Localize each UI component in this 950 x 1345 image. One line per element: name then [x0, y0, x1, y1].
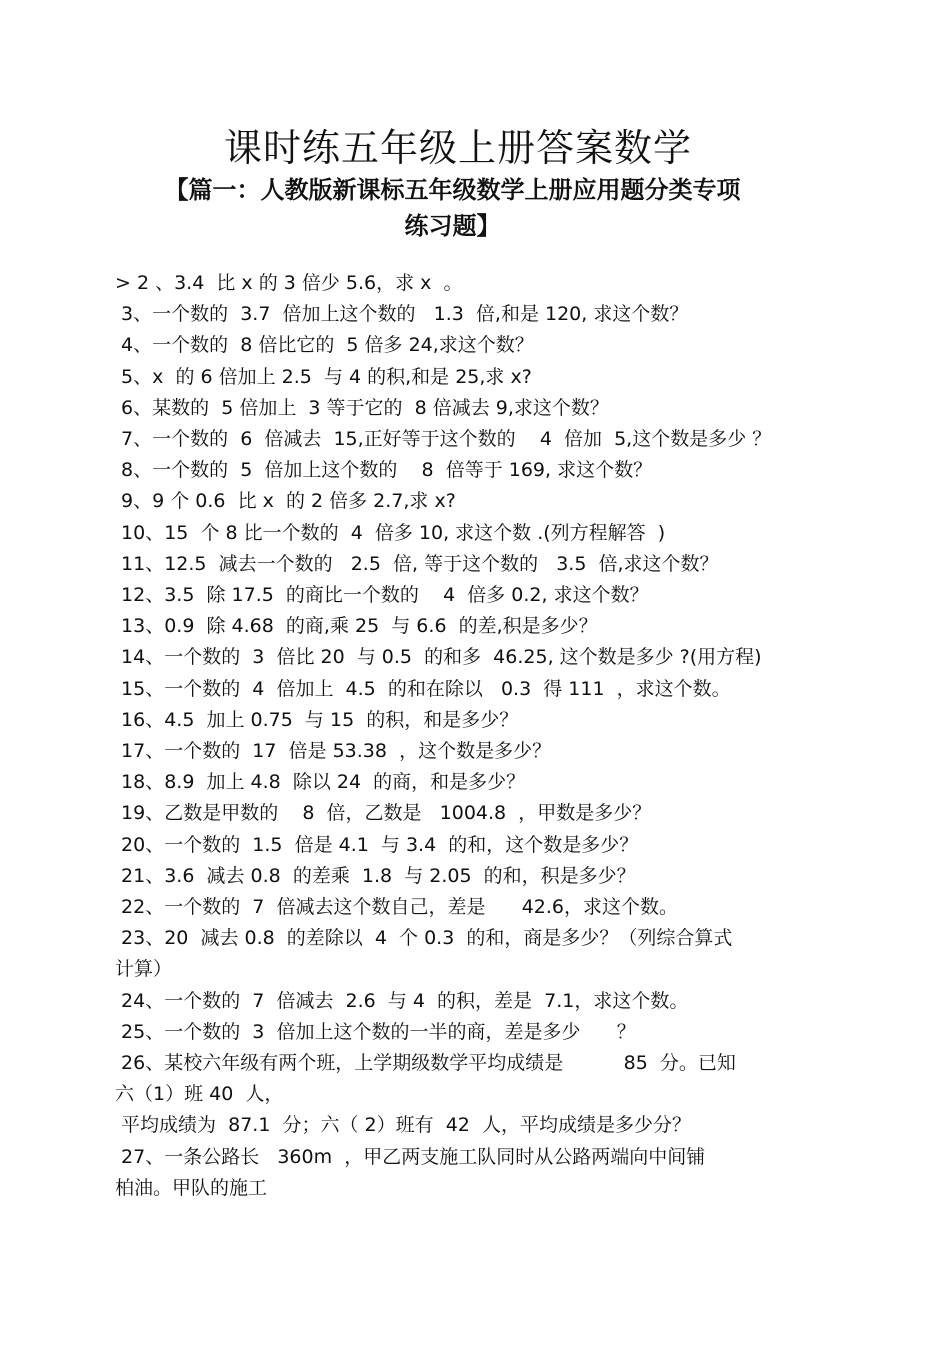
document-title: 课时练五年级上册答案数学: [223, 126, 692, 170]
question-line: 22、一个数的 7 倍减去这个数自己，差是 42.6，求这个数。: [115, 896, 679, 919]
question-line: 14、一个数的 3 倍比 20 与 0.5 的和多 46.25, 这个数是多少 ?(用方程): [115, 646, 762, 669]
question-line: 12、3.5 除 17.5 的商比一个数的 4 倍多 0.2, 求这个数？: [115, 584, 649, 607]
question-line: 26、某校六年级有两个班，上学期级数学平均成绩是 85 分。已知: [115, 1052, 736, 1075]
question-line: 16、4.5 加上 0.75 与 15 的积，和是多少？: [115, 708, 519, 731]
question-line: 20、一个数的 1.5 倍是 4.1 与 3.4 的和，这个数是多少？: [115, 833, 639, 856]
section-heading-line-1: 【篇一：人教版新课标五年级数学上册应用题分类专项: [164, 176, 741, 204]
question-line: 8、一个数的 5 倍加上这个数的 8 倍等于 169, 求这个数？: [115, 459, 653, 482]
question-line: 17、一个数的 17 倍是 53.38 ，这个数是多少？: [115, 740, 552, 763]
question-line: 7、一个数的 6 倍减去 15,正好等于这个数的 4 倍加 5,这个数是多少 ？: [115, 428, 772, 451]
question-line: 9、9 个 0.6 比 x 的 2 倍多 2.7,求 x?: [115, 490, 456, 513]
section-heading-line-2: 练习题】: [404, 212, 501, 240]
question-line: 25、一个数的 3 倍加上这个数的一半的商，差是多少 ？: [115, 1020, 636, 1043]
question-line: 18、8.9 加上 4.8 除以 24 的商，和是多少？: [115, 771, 526, 794]
question-line: 计算）: [115, 958, 173, 981]
question-line: 10、15 个 8 比一个数的 4 倍多 10, 求这个数 .(列方程解答 ): [115, 521, 666, 544]
question-line: 3、一个数的 3.7 倍加上这个数的 1.3 倍,和是 120, 求这个数？: [115, 303, 689, 326]
question-line: 六（1）班 40 人，: [115, 1083, 284, 1106]
question-line: 21、3.6 减去 0.8 的差乘 1.8 与 2.05 的和，积是多少？: [115, 864, 636, 887]
question-line: 6、某数的 5 倍加上 3 等于它的 8 倍减去 9,求这个数？: [115, 396, 609, 419]
question-line: 19、乙数是甲数的 8 倍，乙数是 1004.8 ，甲数是多少？: [115, 802, 652, 825]
question-line: 23、20 减去 0.8 的差除以 4 个 0.3 的和，商是多少？（列综合算式: [115, 927, 733, 950]
question-line: 15、一个数的 4 倍加上 4.5 的和在除以 0.3 得 111 ，求这个数。: [115, 677, 731, 700]
question-line: 柏油。甲队的施工: [115, 1176, 268, 1199]
question-line: 11、12.5 减去一个数的 2.5 倍, 等于这个数的 3.5 倍,求这个数？: [115, 552, 719, 575]
question-line: 4、一个数的 8 倍比它的 5 倍多 24,求这个数？: [115, 334, 534, 357]
question-line: 平均成绩为 87.1 分；六（ 2）班有 42 人，平均成绩是多少分？: [115, 1114, 691, 1137]
question-line: 24、一个数的 7 倍减去 2.6 与 4 的积，差是 7.1，求这个数。: [115, 989, 689, 1012]
question-line: 5、x 的 6 倍加上 2.5 与 4 的积,和是 25,求 x?: [115, 365, 532, 388]
section-heading: [120, 172, 785, 244]
question-line: 13、0.9 除 4.68 的商,乘 25 与 6.6 的差,积是多少？: [115, 615, 598, 638]
question-line: > 2 、3.4 比 x 的 3 倍少 5.6，求 x 。: [115, 272, 463, 294]
question-line: 27、一条公路长 360m ，甲乙两支施工队同时从公路两端向中间铺: [115, 1145, 706, 1168]
question-list: [115, 268, 875, 1204]
